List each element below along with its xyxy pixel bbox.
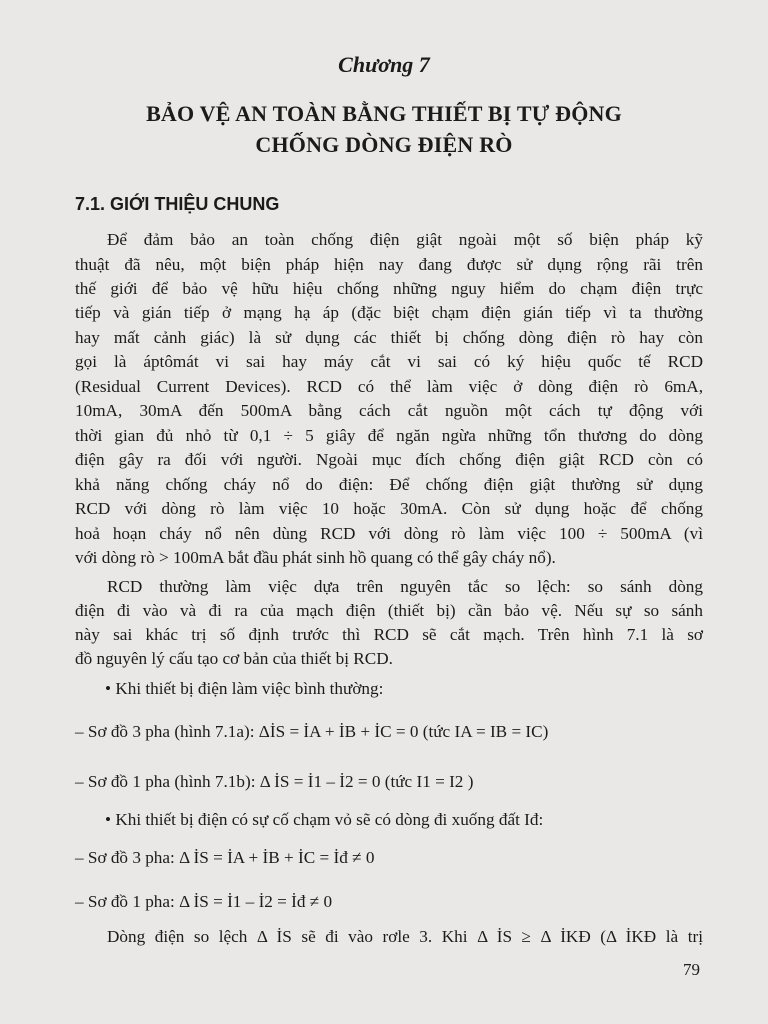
text-line: Dòng điện so lệch Δ İS sẽ đi vào rơle 3. Khi Δ İS ≥ Δ İKĐ (Δ İKĐ là trị	[107, 927, 703, 946]
formula-line: – Sơ đồ 1 pha: Δ İS = İ1 – İ2 = İđ ≠ 0	[75, 892, 333, 911]
text-line: (Residual Current Devices). RCD có thể làm việc ở dòng điện rò 6mA,	[75, 377, 703, 396]
text-line: khả năng chống cháy nổ do điện: Để chống điện giật thường sử dụng	[75, 475, 703, 494]
formula-line: – Sơ đồ 3 pha: Δ İS = İA + İB + İC = İđ ≠ 0	[75, 848, 375, 867]
text-line: tiếp và gián tiếp ở mạng hạ áp (đặc biệt chạm điện gián tiếp vì ta thường	[75, 303, 703, 322]
text-line: hoả hoạn cháy nổ nên dùng RCD với dòng rò làm việc 100 ÷ 500mA (vì	[75, 524, 703, 543]
text-line: thế giới để bảo vệ hữu hiệu chống những nguy hiểm do chạm điện trực	[75, 279, 703, 298]
chapter-label: Chương 7	[338, 52, 430, 77]
bullet-line: • Khi thiết bị điện có sự cố chạm vỏ sẽ có dòng đi xuống đất Iđ:	[105, 810, 544, 829]
chapter-title	[0, 98, 768, 160]
text-line: với dòng rò > 100mA bắt đầu phát sinh hồ quang có thể gây cháy nổ).	[75, 548, 556, 567]
chapter-title-line-1: BẢO VỆ AN TOÀN BẰNG THIẾT BỊ TỰ ĐỘNG	[146, 101, 622, 126]
bullet-line: • Khi thiết bị điện làm việc bình thường:	[105, 679, 384, 698]
formula-line: – Sơ đồ 1 pha (hình 7.1b): Δ İS = İ1 – İ2 = 0 (tức I1 = I2 )	[75, 772, 474, 791]
text-line: điện gây ra đối với người. Ngoài mục đích chống điện giật RCD còn có	[75, 450, 703, 469]
text-line: Để đảm bảo an toàn chống điện giật ngoài một số biện pháp kỹ	[107, 230, 703, 249]
text-line: gọi là áptômát vi sai hay máy cắt vi sai có ký hiệu quốc tế RCD	[75, 352, 703, 371]
page-number: 79	[683, 960, 700, 979]
formula-line: – Sơ đồ 3 pha (hình 7.1a): ΔİS = İA + İB + İC = 0 (tức IA = IB = IC)	[75, 722, 549, 741]
text-line: RCD với dòng rò làm việc 10 hoặc 30mA. Còn sử dụng hoặc để chống	[75, 499, 703, 518]
chapter-title-line-2: CHỐNG DÒNG ĐIỆN RÒ	[255, 132, 513, 157]
text-line: thời gian đủ nhỏ từ 0,1 ÷ 5 giây để ngăn ngừa những tổn thương do dòng	[75, 426, 703, 445]
section-heading: 7.1. GIỚI THIỆU CHUNG	[75, 194, 280, 214]
text-line: hay mất cảnh giác) là sử dụng các thiết bị chống dòng điện rò hay còn	[75, 328, 703, 347]
text-line: đồ nguyên lý cấu tạo cơ bản của thiết bị RCD.	[75, 649, 393, 668]
text-line: này sai khác trị số định trước thì RCD sẽ cắt mạch. Trên hình 7.1 là sơ	[75, 625, 703, 644]
text-line: điện đi vào và đi ra của mạch điện (thiết bị) cần bảo vệ. Nếu sự so sánh	[75, 601, 703, 620]
text-line: thuật đã nêu, một biện pháp hiện nay đang được sử dụng rộng rãi trên	[75, 255, 703, 274]
text-line: 10mA, 30mA đến 500mA bằng cách cắt nguồn một cách tự động với	[75, 401, 703, 420]
text-line: RCD thường làm việc dựa trên nguyên tắc so lệch: so sánh dòng	[107, 577, 703, 596]
